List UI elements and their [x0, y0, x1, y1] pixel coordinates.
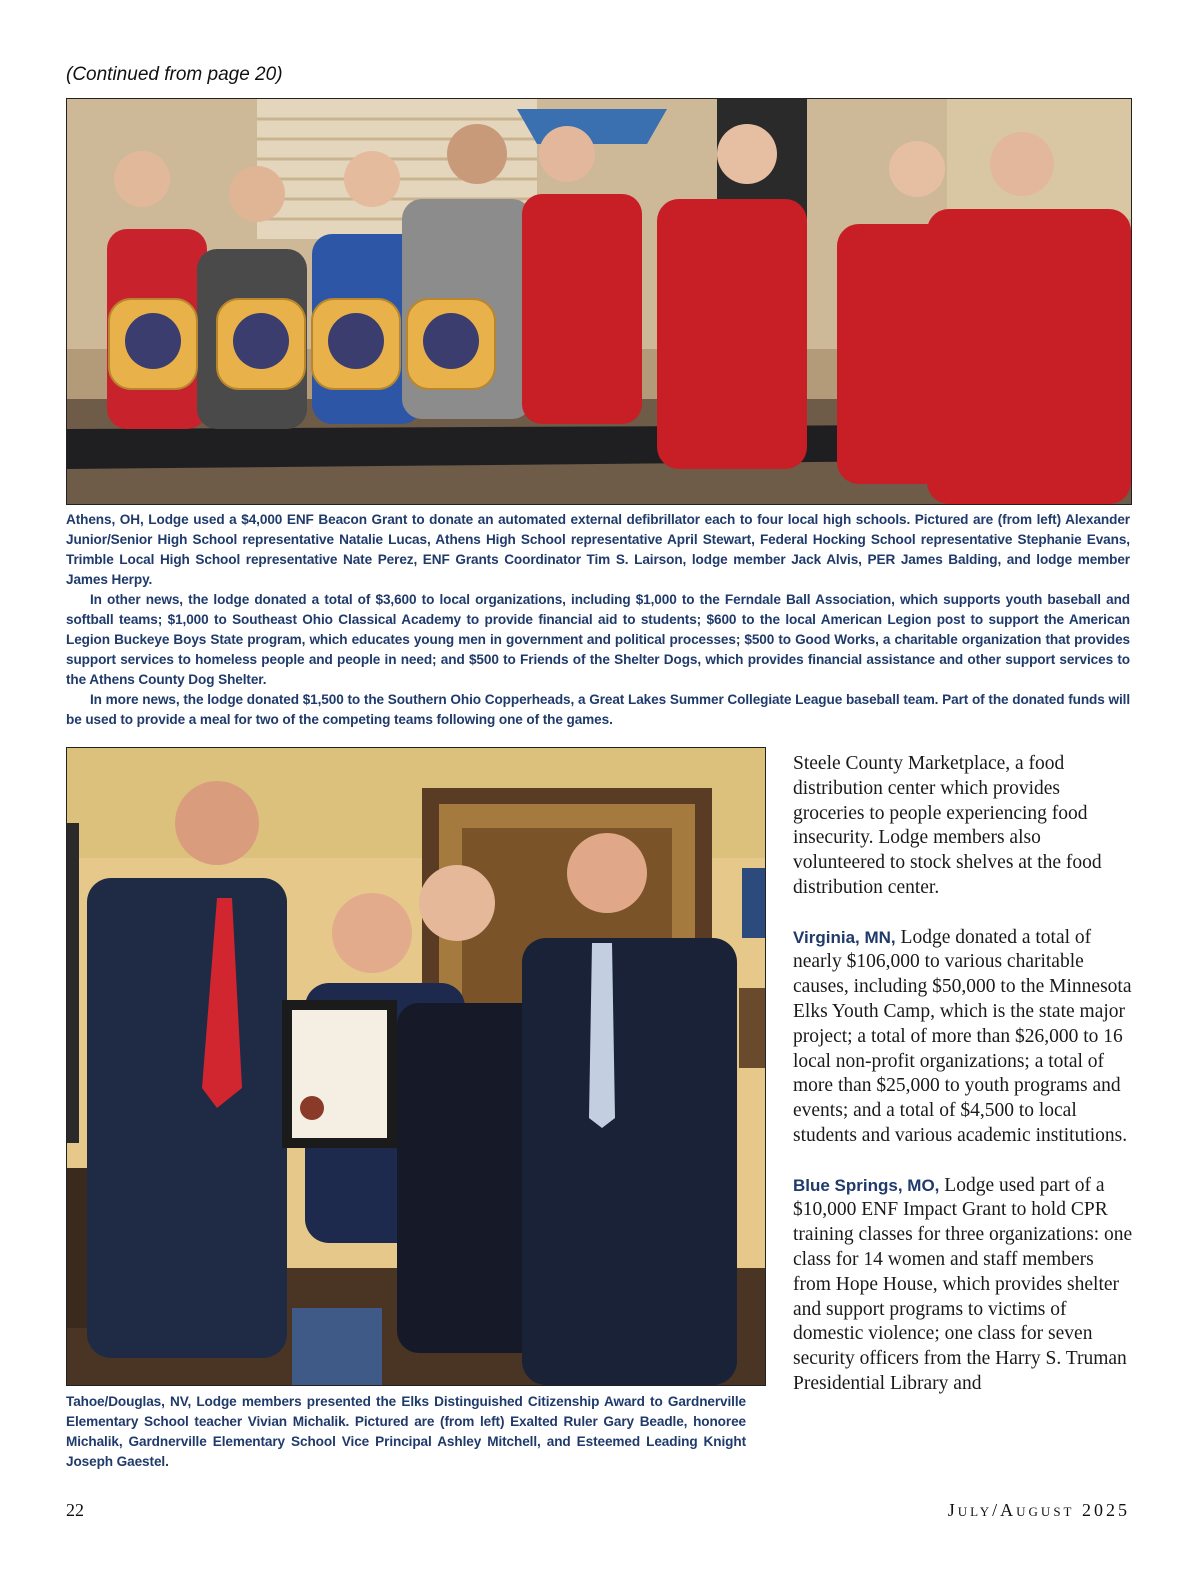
article-text: Lodge donated a total of nearly $106,000 to various charitable causes, including $50,000 to the Minnesota Elks Youth Camp, which is the state major project; a total of more than $26,000 to 16 local non-profit organizations; a total of more than $25,000 to youth programs and events; and a total of $4,500 to local students and various academic institutions.: [793, 926, 1132, 1146]
caption-text: Lodge members presented the Elks Distinguished Citizenship Award to Gardnerville Elementary School teacher Vivian Michalik. Pictured are (from left) Exalted Ruler Gary Beadle, honoree Michalik, Gardnerville Elementary School Vice Principal Ashley Mitchell, and Esteemed Leading Knight Joseph Gaestel.: [66, 1394, 746, 1469]
continued-note: (Continued from page 20): [66, 64, 283, 85]
caption-lead: Athens, OH,: [66, 512, 144, 527]
caption-lead: Tahoe/Douglas, NV,: [66, 1394, 192, 1409]
athens-caption: [66, 510, 1130, 730]
article-text: Lodge used part of a $10,000 ENF Impact Grant to hold CPR training classes for three organizations: one class for 14 women and staff members from Hope House, which provides shelter and support programs to victims of domestic violence; one class for seven security officers from the Harry S. Truman Presidential Library and: [793, 1174, 1133, 1394]
article-lead: Virginia, MN,: [793, 927, 896, 947]
tahoe-caption: [66, 1392, 746, 1472]
article-lead: Blue Springs, MO,: [793, 1175, 940, 1195]
page-number: 22: [66, 1500, 84, 1520]
athens-group-photo: [66, 98, 1132, 505]
article-paragraph: Steele County Marketplace, a food distribution center which provides groceries to people experiencing food insecurity. Lodge members also volunteered to stock shelves at the food distribution center.: [793, 753, 1102, 898]
issue-date: July/August 2025: [947, 1500, 1130, 1520]
caption-paragraph: In other news, the lodge donated a total of $3,600 to local organizations, including $1,000 to the Ferndale Ball Association, which supports youth baseball and softball teams; $1,000 to Southeast Ohio Classical Academy to provide financial aid to students; $600 to the local American Legion post to support the American Legion Buckeye Boys State program, which educates young men in government and political processes; $500 to Good Works, a charitable organization that provides support services to homeless people and people in need; and $500 to Friends of the Shelter Dogs, which provides financial assistance and other support services to the Athens County Dog Shelter.: [66, 592, 1130, 687]
tahoe-award-photo: [66, 747, 766, 1386]
caption-paragraph: In more news, the lodge donated $1,500 to the Southern Ohio Copperheads, a Great Lakes Summer Collegiate League baseball team. Part of the donated funds will be used to provide a meal for two of the competing teams following one of the games.: [66, 692, 1130, 727]
article-column: [793, 752, 1133, 1422]
caption-text: Lodge used a $4,000 ENF Beacon Grant to donate an automated external defibrillator each to four local high schools. Pictured are (from left) Alexander Junior/Senior High School representative Natalie Lucas, Athens High School representative April Stewart, Federal Hocking School representative Stephanie Evans, Trimble Local High School representative Nate Perez, ENF Grants Coordinator Tim S. Lairson, lodge member Jack Alvis, PER James Balding, and lodge member James Herpy.: [66, 512, 1130, 587]
